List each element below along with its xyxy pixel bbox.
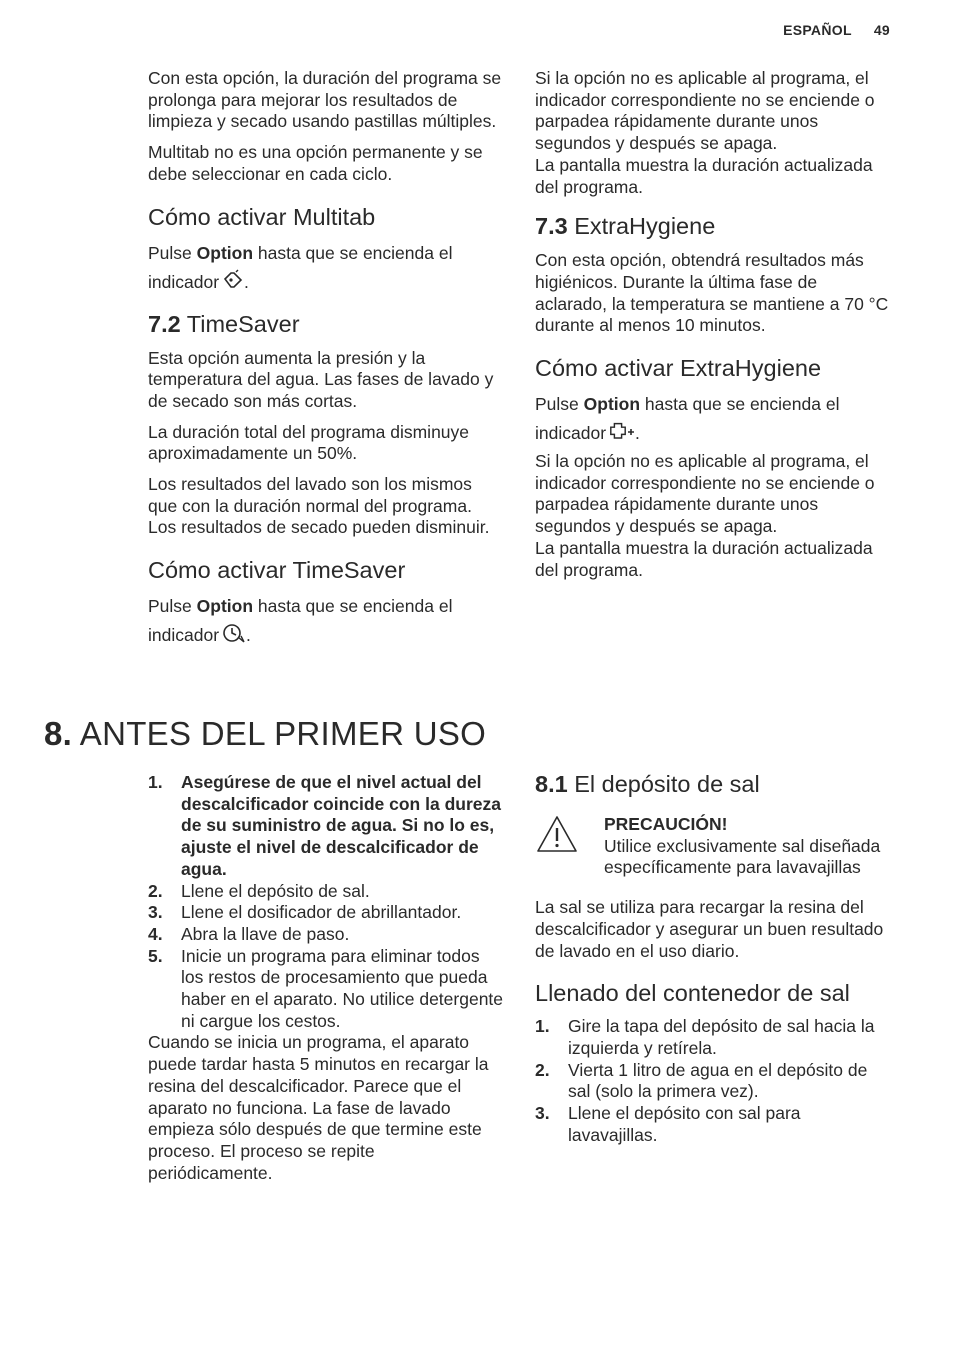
section-title: TimeSaver [180, 310, 300, 337]
multitab-activate-heading: Cómo activar Multitab [148, 203, 376, 230]
text-period: . [244, 271, 249, 292]
section-title: ExtraHygiene [567, 213, 716, 240]
first-use-steps [148, 772, 504, 1032]
right-column-top [535, 68, 891, 581]
salt-container-heading [535, 770, 891, 798]
option-keyword: Option [196, 596, 254, 617]
chapter-heading [44, 712, 486, 756]
extrahygiene-paragraph: Con esta opción, obtendrá resultados más higiénicos. Durante la última fase de aclarado, la temperatura se mantiene a 70 °C durante al menos 10 minutos. [535, 250, 889, 336]
timesaver-paragraph-3: Los resultados del lavado son los mismos que con la duración normal del programa. Los resultados de secado pueden disminuir. [148, 474, 490, 538]
option-keyword: Option [196, 242, 254, 263]
timesaver-paragraph-1: Esta opción aumenta la presión y la temperatura del agua. Las fases de lavado y de secado son más cortas. [148, 347, 494, 411]
step-item [148, 881, 504, 903]
section-number: 7.2 [148, 310, 181, 337]
note-text-1: Si la opción no es aplicable al programa, el indicador correspondiente no se enciende o parpadea rápidamente durante unos segundos y después se apaga. [535, 68, 875, 154]
warning-triangle-icon [535, 814, 579, 859]
text-instruction: hasta que se encienda el indicador [535, 394, 840, 444]
chapter-number: 8. [44, 715, 73, 752]
note-text-1: Si la opción no es aplicable al programa, el indicador correspondiente no se enciende o parpadea rápidamente durante unos segundos y después se apaga. [535, 451, 875, 537]
left-column-bottom [148, 772, 504, 1184]
salt-fill-heading: Llenado del contenedor de sal [535, 980, 850, 1007]
section-title: El depósito de sal [567, 771, 760, 797]
option-keyword: Option [583, 394, 641, 415]
step-number: 2. [148, 880, 163, 901]
step-text: Vierta 1 litro de agua en el depósito de sal (solo la primera vez). [568, 1059, 868, 1102]
right-column-bottom [535, 770, 891, 1146]
step-number: 3. [148, 902, 163, 923]
step-number: 4. [148, 923, 163, 944]
header-language: ESPAÑOL [783, 22, 852, 38]
text-pulse: Pulse [535, 394, 584, 415]
timesaver-indicator-icon [222, 622, 246, 653]
caution-box [535, 814, 891, 879]
step-item [148, 772, 504, 881]
salt-fill-steps [535, 1016, 891, 1146]
caution-title: PRECAUCIÓN! [604, 814, 728, 834]
step-number: 3. [535, 1103, 550, 1124]
multitab-indicator-icon [222, 269, 244, 300]
step-item [535, 1016, 891, 1059]
timesaver-activate-heading: Cómo activar TimeSaver [148, 557, 406, 584]
option-not-applicable-note [535, 68, 891, 198]
step-item [148, 946, 504, 1033]
chapter-title: ANTES DEL PRIMER USO [72, 715, 487, 752]
text-instruction: hasta que se encienda el indicador [148, 596, 453, 646]
text-pulse: Pulse [148, 596, 197, 617]
text-period: . [635, 423, 640, 444]
extrahygiene-heading [535, 212, 891, 240]
step-item [535, 1060, 891, 1103]
multitab-activate-instruction [148, 239, 504, 300]
step-text: Inicie un programa para eliminar todos los restos de procesamiento que pueda haber en el aparato. No utilice detergente ni cargue los cestos. [181, 945, 504, 1031]
step-item [148, 902, 504, 924]
extrahygiene-note [535, 451, 891, 581]
timesaver-activate-instruction [148, 592, 504, 653]
note-text-2: La pantalla muestra la duración actualizada del programa. [535, 537, 873, 580]
page-header [783, 22, 890, 38]
section-number: 7.3 [535, 213, 568, 240]
text-pulse: Pulse [148, 242, 197, 263]
multitab-intro-paragraph: Con esta opción, la duración del programa se prolonga para mejorar los resultados de limpieza y secado usando pastillas múltiples. [148, 68, 502, 132]
step-text: Gire la tapa del depósito de sal hacia la izquierda y retírela. [568, 1016, 875, 1058]
extrahygiene-activate-heading: Cómo activar ExtraHygiene [535, 355, 822, 382]
salt-paragraph: La sal se utiliza para recargar la resina del descalcificador y asegurar un buen resultado de lavado en el uso diario. [535, 897, 884, 961]
note-text-2: La pantalla muestra la duración actualizada del programa. [535, 154, 873, 197]
step-item [535, 1103, 891, 1146]
step-number: 5. [148, 945, 163, 966]
text-period: . [246, 625, 251, 646]
step-number: 1. [535, 1016, 550, 1037]
step-text: Llene el depósito con sal para lavavajillas. [568, 1103, 801, 1145]
step-text: Llene el dosificador de abrillantador. [181, 902, 462, 923]
step-number: 2. [535, 1059, 550, 1080]
step-text: Llene el depósito de sal. [181, 880, 370, 901]
step-text: Asegúrese de que el nivel actual del descalcificador coincide con la dureza de su suministro de agua. Si no lo es, ajuste el nivel de descalcificador de agua. [181, 772, 501, 879]
timesaver-paragraph-2: La duración total del programa disminuye aproximadamente un 50%. [148, 421, 470, 464]
left-column-top [148, 68, 504, 653]
text-instruction: hasta que se encienda el indicador [148, 242, 453, 292]
section-number: 8.1 [535, 771, 568, 797]
timesaver-heading [148, 310, 504, 338]
page-number: 49 [873, 22, 890, 38]
extrahygiene-activate-instruction [535, 390, 891, 451]
multitab-note-paragraph: Multitab no es una opción permanente y se debe seleccionar en cada ciclo. [148, 142, 483, 184]
caution-text: Utilice exclusivamente sal diseñada específicamente para lavavajillas [604, 835, 881, 878]
step-number: 1. [148, 772, 163, 792]
regeneration-paragraph: Cuando se inicia un programa, el aparato puede tardar hasta 5 minutos en recargar la resina del descalcificador. Parece que el aparato no funciona. La fase de lavado empieza sólo después de que termine este proceso. El proceso se repite periódicamente. [148, 1032, 489, 1183]
extrahygiene-indicator-icon [609, 420, 635, 451]
step-text: Abra la llave de paso. [181, 923, 350, 944]
step-item [148, 924, 504, 946]
